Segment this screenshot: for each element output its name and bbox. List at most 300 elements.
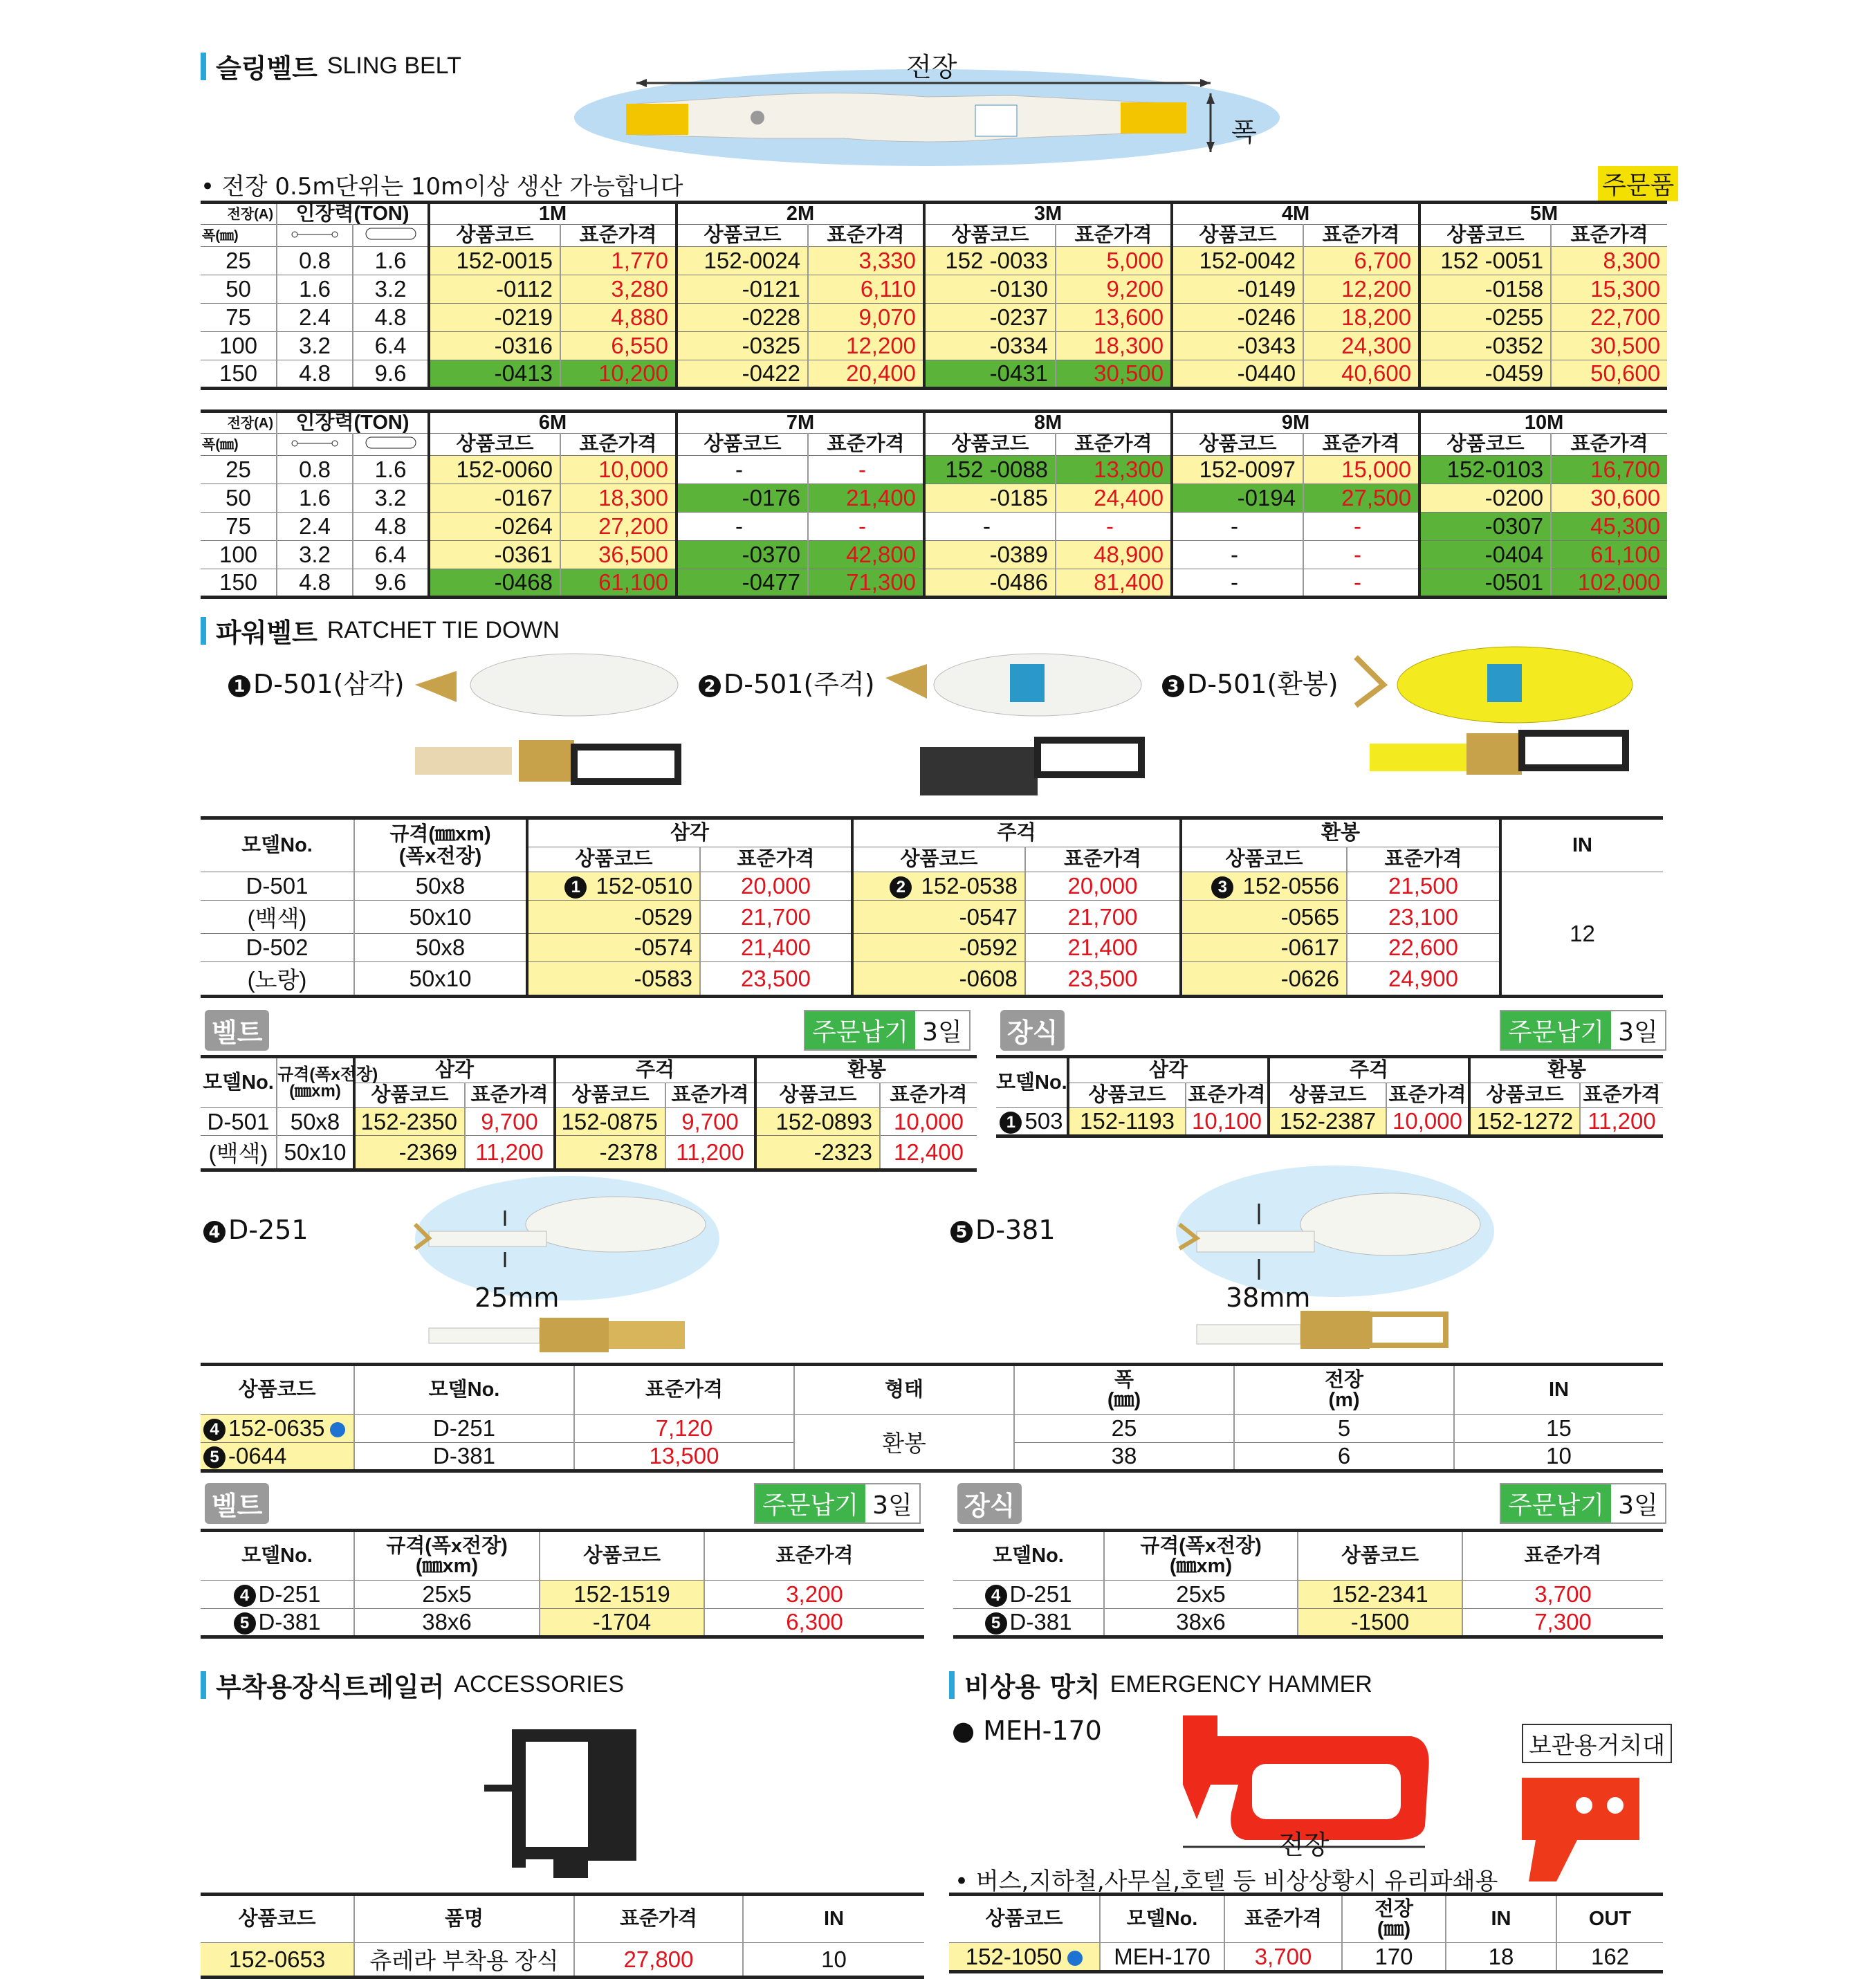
code-cell: -0547 [852,901,1025,934]
order-period-2: 주문납기 3일 [1500,1010,1666,1051]
type-header: 형태 [794,1365,1014,1415]
price-header: 표준가격 [808,225,924,247]
spatula-header: 주걱 [555,1057,755,1083]
hammer-note: • 버스,지하철,사무실,호텔 등 비상상황시 유리파쇄용 [955,1868,1498,1895]
sling-table-1 [201,201,1667,390]
triangle-header: 삼각 [1068,1057,1269,1083]
model-cell: D-381 [354,1443,574,1471]
model-header: 모델No. [1100,1895,1224,1943]
price-cell: 27,500 [1303,484,1419,513]
hammer-model-label: ● MEH-170 [952,1715,1102,1746]
price-header: 표준가격 [1580,1083,1663,1108]
price-header: 표준가격 [1386,1083,1469,1108]
price-cell: 11,200 [465,1136,555,1170]
price-cell: 10,200 [560,360,677,389]
width-cell: 25 [201,247,277,275]
deco-tag-2: 장식 [957,1483,1022,1524]
code-cell: -0307 [1419,513,1551,541]
code-cell: -0626 [1181,962,1347,997]
spec-cell: 25x5 [354,1581,540,1609]
price-cell: 9,700 [665,1108,755,1136]
force-header: 인장력(TON) [277,203,429,225]
spec-cell: 50x8 [354,872,527,901]
code-cell: -0431 [924,360,1056,389]
price-cell: 40,600 [1303,360,1419,389]
deco-tag-1: 장식 [1000,1010,1065,1051]
price-cell: 102,000 [1551,569,1667,598]
deco-table-1 [996,1055,1663,1138]
ratchet-white-spatula-image [865,636,1155,802]
code-cell: - [1172,569,1303,598]
code-cell: -0255 [1419,304,1551,332]
price-cell: 21,400 [1025,934,1181,962]
code-header: 상품코드 [924,434,1056,456]
width-cell: 150 [201,569,277,598]
code-cell: 152 -0033 [924,247,1056,275]
price-cell: 7,120 [574,1415,794,1443]
length-cell: 5 [1234,1415,1454,1443]
price-cell: 21,500 [1347,872,1500,901]
length-label: 전장 [906,52,957,82]
price-cell: 23,100 [1347,901,1500,934]
code-cell: 2 152-0538 [852,872,1025,901]
length-header: 1M [429,203,677,225]
product-label-2: 2 D-501(주걱) [699,663,875,701]
code-cell: -2369 [354,1136,465,1170]
out-header: OUT [1556,1895,1663,1943]
in-cell: 15 [1454,1415,1663,1443]
in-cell: 10 [1454,1443,1663,1471]
belt-tag-2: 벨트 [205,1483,269,1524]
ton-cell: 0.8 [277,247,353,275]
price-cell: 6,300 [704,1609,924,1637]
price-cell: 27,800 [574,1943,743,1978]
trailer-decoration-image [484,1709,650,1881]
price-cell: 12,200 [1303,275,1419,304]
code-cell: -0200 [1419,484,1551,513]
price-cell: 12,400 [880,1136,977,1170]
code-cell: 152-0060 [429,456,560,484]
price-cell: 45,300 [1551,513,1667,541]
price-header: 표준가격 [1056,434,1172,456]
code-header: 상품코드 [429,225,560,247]
code-header: 상품코드 [1172,225,1303,247]
code-cell: -0501 [1419,569,1551,598]
length-header: 10M [1419,412,1667,434]
width-header: 폭 (㎜) [1014,1365,1234,1415]
loop-icon [353,434,429,456]
code-cell: -0617 [1181,934,1347,962]
price-cell: - [1303,513,1419,541]
price-cell: 6,700 [1303,247,1419,275]
price-cell: 12,200 [808,332,924,360]
code-header: 상품코드 [1419,225,1551,247]
ton-cell: 3.2 [353,484,429,513]
code-cell: 152-1193 [1068,1108,1186,1136]
ton-cell: 3.2 [277,332,353,360]
spec-cell: 25x5 [1104,1581,1298,1609]
code-cell: -0468 [429,569,560,598]
holder-label: 보관용거치대 [1522,1724,1672,1763]
code-cell: -0389 [924,541,1056,569]
code-header: 상품코드 [1172,434,1303,456]
price-cell: 13,300 [1056,456,1172,484]
code-cell: - [677,456,808,484]
code-cell: 152-1050 [949,1943,1100,1972]
length-header: 전장 (m) [1234,1365,1454,1415]
sling-title: 슬링벨트 SLING BELT [201,47,461,85]
ton-cell: 3.2 [277,541,353,569]
price-cell: - [1056,513,1172,541]
price-cell: 15,300 [1551,275,1667,304]
code-cell: -0149 [1172,275,1303,304]
ratchet-yellow-rod-image [1328,629,1646,795]
code-cell: -0219 [429,304,560,332]
force-header: 인장력(TON) [277,412,429,434]
model-cell: D-501 [201,872,354,901]
belt-table-1 [201,1055,977,1172]
product-label-3: 3 D-501(환봉) [1162,663,1339,701]
order-period-4: 주문납기 3일 [1500,1483,1666,1524]
price-cell: 20,400 [808,360,924,389]
ton-cell: 6.4 [353,332,429,360]
code-cell: -0246 [1172,304,1303,332]
rod-header: 환봉 [1469,1057,1663,1083]
price-cell: 48,900 [1056,541,1172,569]
length-cell: 170 [1342,1943,1446,1972]
code-header: 상품코드 [527,847,700,872]
spec-cell: 38x6 [1104,1609,1298,1637]
code-cell: -1704 [540,1609,704,1637]
price-cell: 22,700 [1551,304,1667,332]
belt-tag-1: 벨트 [205,1010,269,1051]
price-cell: 21,700 [1025,901,1181,934]
code-header: 상품코드 [677,434,808,456]
code-header: 상품코드 [540,1531,704,1581]
model-cell: (백색) [201,1136,277,1170]
ton-cell: 9.6 [353,360,429,389]
model-cell: 4 D-251 [953,1581,1104,1609]
order-period-3: 주문납기 3일 [754,1483,921,1524]
price-cell: 15,000 [1303,456,1419,484]
holder-image [1508,1764,1653,1888]
d381-label: 5 D-381 [950,1215,1056,1245]
code-cell: 152-0653 [201,1943,354,1978]
code-cell: -0325 [677,332,808,360]
price-cell: 18,300 [1056,332,1172,360]
price-cell: - [808,456,924,484]
price-cell: 24,900 [1347,962,1500,997]
price-cell: 3,700 [1462,1581,1663,1609]
spec-header: 규격(폭x전장) (㎜xm) [354,1531,540,1581]
width-cell: 150 [201,360,277,389]
code-cell: 152-0875 [555,1108,665,1136]
ton-cell: 2.4 [277,513,353,541]
model-cell: D-502 [201,934,354,962]
price-header: 표준가격 [704,1531,924,1581]
price-cell: 13,600 [1056,304,1172,332]
width-cell: 50 [201,275,277,304]
code-header: 상품코드 [1269,1083,1386,1108]
ratchet-table [201,816,1663,998]
spatula-header: 주걱 [852,818,1181,847]
price-header: 표준가격 [880,1083,977,1108]
width-cell: 25 [1014,1415,1234,1443]
hammer-table [949,1893,1663,1973]
length-header: 전장 (㎜) [1342,1895,1446,1943]
code-cell: -0361 [429,541,560,569]
d251-width-label: 25mm [475,1282,560,1313]
price-cell: - [808,513,924,541]
price-header: 표준가격 [1224,1895,1342,1943]
model-header: 모델No. [953,1531,1104,1581]
spec-cell: 50x10 [354,901,527,934]
badge-1: 1 [564,876,587,899]
code-cell: -0237 [924,304,1056,332]
ton-cell: 3.2 [353,275,429,304]
code-cell: 152-0015 [429,247,560,275]
len-header: 전장(A) [201,203,277,225]
in-cell: 12 [1500,872,1663,997]
strap-table [201,1363,1663,1473]
price-header: 표준가격 [1303,225,1419,247]
hammer-title: 비상용 망치 EMERGENCY HAMMER [949,1666,1372,1704]
price-cell: 24,300 [1303,332,1419,360]
ratchet-white-triangle-image [401,643,692,809]
ton-cell: 4.8 [353,304,429,332]
eye-icon [277,225,353,247]
price-cell: 10,000 [880,1108,977,1136]
belt-table-2 [201,1529,924,1639]
width-header: 폭(㎜) [201,225,277,247]
code-cell: 5 -0644 [201,1443,354,1471]
price-header: 표준가격 [1462,1531,1663,1581]
accessories-table [201,1893,924,1979]
price-cell: - [1303,541,1419,569]
code-header: 상품코드 [1469,1083,1580,1108]
in-header: IN [743,1895,924,1943]
code-cell: -0477 [677,569,808,598]
code-cell: -1500 [1298,1609,1462,1637]
code-cell: -0422 [677,360,808,389]
code-cell: -0413 [429,360,560,389]
price-cell: 71,300 [808,569,924,598]
code-cell: 152 -0088 [924,456,1056,484]
price-cell: 11,200 [665,1136,755,1170]
d381-width-label: 38mm [1226,1282,1311,1313]
code-cell: -0370 [677,541,808,569]
width-cell: 50 [201,484,277,513]
price-header: 표준가격 [700,847,852,872]
code-header: 상품코드 [677,225,808,247]
length-header: 5M [1419,203,1667,225]
accessories-title: 부착용장식트레일러 ACCESSORIES [201,1666,624,1704]
price-cell: 23,500 [1025,962,1181,997]
model-cell: 1 503 [996,1108,1068,1136]
price-cell: 1,770 [560,247,677,275]
ton-cell: 4.8 [353,513,429,541]
code-cell: 3 152-0556 [1181,872,1347,901]
code-cell: -0334 [924,332,1056,360]
price-cell: 6,110 [808,275,924,304]
code-cell: -0158 [1419,275,1551,304]
code-cell: -0574 [527,934,700,962]
price-header: 표준가격 [560,225,677,247]
code-header: 상품코드 [852,847,1025,872]
code-header: 상품코드 [1181,847,1347,872]
code-cell: -0592 [852,934,1025,962]
ton-cell: 1.6 [353,456,429,484]
spec-cell: 50x8 [354,934,527,962]
code-cell: 152-0097 [1172,456,1303,484]
code-cell: -0608 [852,962,1025,997]
price-cell: 18,200 [1303,304,1419,332]
length-header: 8M [924,412,1172,434]
model-header: 모델No. [354,1365,574,1415]
ton-cell: 1.6 [277,275,353,304]
code-cell: 152-2341 [1298,1581,1462,1609]
spec-header: 규격(폭x전장) (㎜xm) [1104,1531,1298,1581]
spec-cell: 50x8 [277,1108,354,1136]
price-cell: 21,400 [700,934,852,962]
order-period-1: 주문납기 3일 [804,1010,971,1051]
ton-cell: 9.6 [353,569,429,598]
code-cell: -0352 [1419,332,1551,360]
length-header: 7M [677,412,924,434]
length-header: 6M [429,412,677,434]
triangle-header: 삼각 [527,818,852,847]
sling-note: • 전장 0.5m단위는 10m이상 생산 가능합니다 [201,173,683,201]
sling-table-2 [201,409,1667,599]
in-cell: 10 [743,1943,924,1978]
price-cell: 5,000 [1056,247,1172,275]
ratchet-title: 파워벨트 RATCHET TIE DOWN [201,611,560,650]
ton-cell: 1.6 [353,247,429,275]
ton-cell: 1.6 [277,484,353,513]
spec-header: 규격(㎜xm) (폭x전장) [354,818,527,872]
model-header: 모델No. [201,1531,354,1581]
d251-image [408,1183,726,1363]
spec-header: 규격(폭x전장) (㎜xm) [277,1057,354,1108]
price-header: 표준가격 [1056,225,1172,247]
price-header: 표준가격 [1303,434,1419,456]
new-dot-icon [330,1422,345,1437]
price-cell: 3,700 [1224,1943,1342,1972]
code-cell: -0121 [677,275,808,304]
code-header: 상품코드 [949,1895,1100,1943]
price-header: 표준가격 [574,1365,794,1415]
badge-3: 3 [1211,876,1233,899]
price-cell: 10,000 [560,456,677,484]
eye-icon [277,434,353,456]
in-cell: 18 [1446,1943,1556,1972]
ton-cell: 4.8 [277,569,353,598]
spec-cell: 38x6 [354,1609,540,1637]
price-header: 표준가격 [560,434,677,456]
model-cell: D-251 [354,1415,574,1443]
price-cell: 20,000 [1025,872,1181,901]
price-header: 표준가격 [1551,434,1667,456]
price-cell: 42,800 [808,541,924,569]
code-cell: -0529 [527,901,700,934]
price-cell: 10,100 [1186,1108,1269,1136]
length-header: 4M [1172,203,1419,225]
price-cell: 4,880 [560,304,677,332]
hammer-length-label: 전장 [1278,1830,1330,1860]
triangle-header: 삼각 [354,1057,555,1083]
price-header: 표준가격 [665,1083,755,1108]
code-cell: 152-0042 [1172,247,1303,275]
ton-cell: 4.8 [277,360,353,389]
code-header: 상품코드 [201,1895,354,1943]
loop-icon [353,225,429,247]
width-cell: 38 [1014,1443,1234,1471]
code-cell: -0264 [429,513,560,541]
len-header: 전장(A) [201,412,277,434]
code-cell: -0440 [1172,360,1303,389]
spec-cell: 50x10 [354,962,527,997]
price-header: 표준가격 [465,1083,555,1108]
code-cell: -0112 [429,275,560,304]
price-header: 표준가격 [808,434,924,456]
type-cell: 환봉 [794,1415,1014,1471]
code-cell: - [924,513,1056,541]
code-cell: -0343 [1172,332,1303,360]
d251-label: 4 D-251 [203,1215,309,1245]
rod-header: 환봉 [1181,818,1500,847]
code-cell: 152-1272 [1469,1108,1580,1136]
model-cell: 5 D-381 [953,1609,1104,1637]
price-header: 표준가격 [1347,847,1500,872]
price-cell: 30,500 [1056,360,1172,389]
product-label-1: 1 D-501(삼각) [228,663,405,701]
code-cell: 152-2350 [354,1108,465,1136]
code-header: 상품코드 [924,225,1056,247]
model-cell: (노랑) [201,962,354,997]
length-header: 2M [677,203,924,225]
price-cell: 11,200 [1580,1108,1663,1136]
code-header: 상품코드 [1068,1083,1186,1108]
spec-cell: 50x10 [277,1136,354,1170]
model-header: 모델No. [201,818,354,872]
price-cell: 23,500 [700,962,852,997]
name-header: 품명 [354,1895,574,1943]
price-cell: 50,600 [1551,360,1667,389]
price-cell: 61,100 [560,569,677,598]
code-cell: -0404 [1419,541,1551,569]
code-cell: -0130 [924,275,1056,304]
code-cell: -2378 [555,1136,665,1170]
price-cell: 13,500 [574,1443,794,1471]
model-cell: (백색) [201,901,354,934]
code-cell: - [1172,541,1303,569]
price-cell: 3,280 [560,275,677,304]
code-cell: 1 152-0510 [527,872,700,901]
price-cell: 18,300 [560,484,677,513]
code-header: 상품코드 [201,1365,354,1415]
price-cell: 9,200 [1056,275,1172,304]
price-header: 표준가격 [1186,1083,1269,1108]
length-header: 3M [924,203,1172,225]
code-cell: 152-0103 [1419,456,1551,484]
code-header: 상품코드 [429,434,560,456]
price-header: 표준가격 [574,1895,743,1943]
code-cell: -0486 [924,569,1056,598]
code-cell: 152-2387 [1269,1108,1386,1136]
price-cell: 36,500 [560,541,677,569]
width-header: 폭(㎜) [201,434,277,456]
price-header: 표준가격 [1551,225,1667,247]
